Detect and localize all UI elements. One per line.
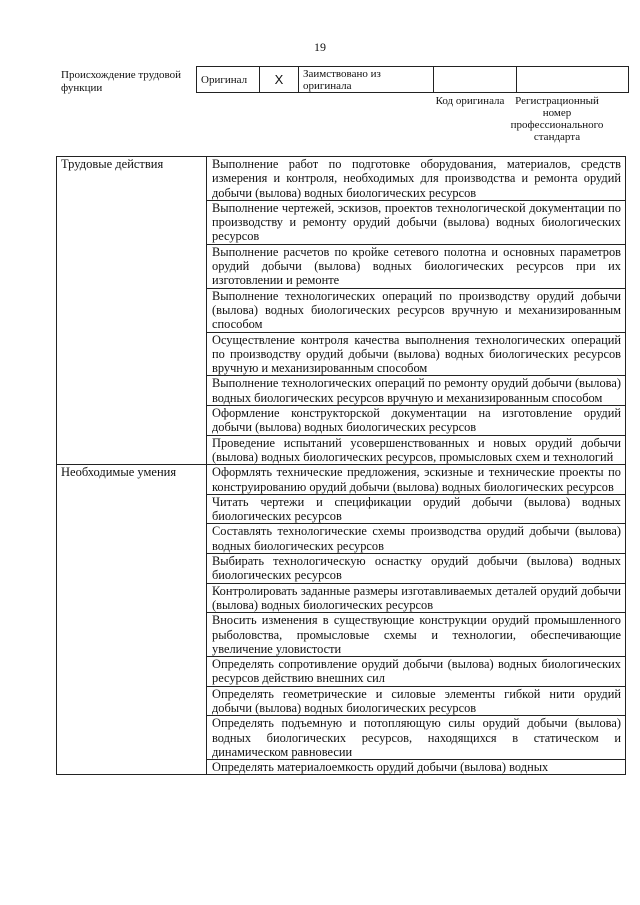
action-item: Выполнение технологических операций по производству орудий добычи (вылова) водных биологических ресурсов вручную и механизированным способом bbox=[207, 289, 625, 333]
borrowed-label: Заимствовано из оригинала bbox=[299, 67, 434, 93]
skill-item: Вносить изменения в существующие конструкции орудий промышленного рыболовства, промысловые схемы и технологии, обеспечивающие увеличение уловистости bbox=[207, 613, 625, 657]
origin-label: Происхождение трудовой функции bbox=[61, 69, 182, 94]
action-item: Выполнение технологических операций по ремонту орудий добычи (вылова) водных биологических ресурсов вручную и механизированным способом bbox=[207, 376, 625, 406]
original-code-cell bbox=[434, 67, 517, 93]
code-caption: Код оригинала bbox=[435, 95, 505, 107]
original-label: Оригинал bbox=[197, 67, 260, 93]
skill-item: Составлять технологические схемы производства орудий добычи (вылова) водных биологических ресурсов bbox=[207, 524, 625, 554]
skill-item: Определять геометрические и силовые элементы гибкой нити орудий добычи (вылова) водных биологических ресурсов bbox=[207, 687, 625, 717]
function-table bbox=[56, 156, 626, 775]
registration-number-cell bbox=[517, 67, 629, 93]
action-item: Проведение испытаний усовершенствованных и новых орудий добычи (вылова) водных биологических ресурсов, промысловых схем и технологий bbox=[212, 435, 621, 464]
action-item: Оформление конструкторской документации на изготовление орудий добычи (вылова) водных биологических ресурсов bbox=[207, 406, 625, 436]
section-heading: Необходимые умения bbox=[57, 465, 207, 775]
actions-list bbox=[207, 157, 626, 465]
original-mark: X bbox=[260, 67, 299, 93]
action-item: Осуществление контроля качества выполнения технологических операций по производству орудий добычи (вылова) водных биологических ресурсов вручную и механизированным способом bbox=[207, 333, 625, 377]
action-item: Выполнение чертежей, эскизов, проектов технологической документации по производству и ремонту орудий добычи (вылова) водных биологических ресурсов bbox=[207, 201, 625, 245]
origin-table bbox=[196, 66, 629, 93]
action-item: Выполнение расчетов по кройке сетевого полотна и основных параметров орудий добычи (вылова) водных биологических ресурсов при их изготовлении и ремонте bbox=[207, 245, 625, 289]
section-skills bbox=[57, 465, 626, 775]
skill-item: Определять сопротивление орудий добычи (вылова) водных биологических ресурсов действию внешних сил bbox=[207, 657, 625, 687]
action-item: Выполнение работ по подготовке оборудования, материалов, средств измерения и контроля, необходимых для производства и ремонта орудий добычи (вылова) водных биологических ресурсов bbox=[207, 157, 625, 201]
skill-item: Оформлять технические предложения, эскизные и технические проекты по конструированию орудий добычи (вылова) водных биологических ресурсов bbox=[207, 465, 625, 495]
section-actions bbox=[57, 157, 626, 465]
page-number: 19 bbox=[314, 40, 326, 54]
registration-caption: Регистрационный номер профессионального стандарта bbox=[510, 95, 604, 143]
skill-item: Контролировать заданные размеры изготавливаемых деталей орудий добычи (вылова) водных биологических ресурсов bbox=[207, 584, 625, 614]
skill-item: Читать чертежи и спецификации орудий добычи (вылова) водных биологических ресурсов bbox=[207, 495, 625, 525]
skill-item: Выбирать технологическую оснастку орудий добычи (вылова) водных биологических ресурсов bbox=[207, 554, 625, 584]
skill-item: Определять подъемную и потопляющую силы орудий добычи (вылова) водных биологических ресурсов, находящихся в статическом и динамическом равновесии bbox=[207, 716, 625, 760]
skills-list bbox=[207, 465, 626, 775]
skill-item: Определять материалоемкость орудий добычи (вылова) водных bbox=[212, 760, 549, 775]
section-heading: Трудовые действия bbox=[57, 157, 207, 465]
